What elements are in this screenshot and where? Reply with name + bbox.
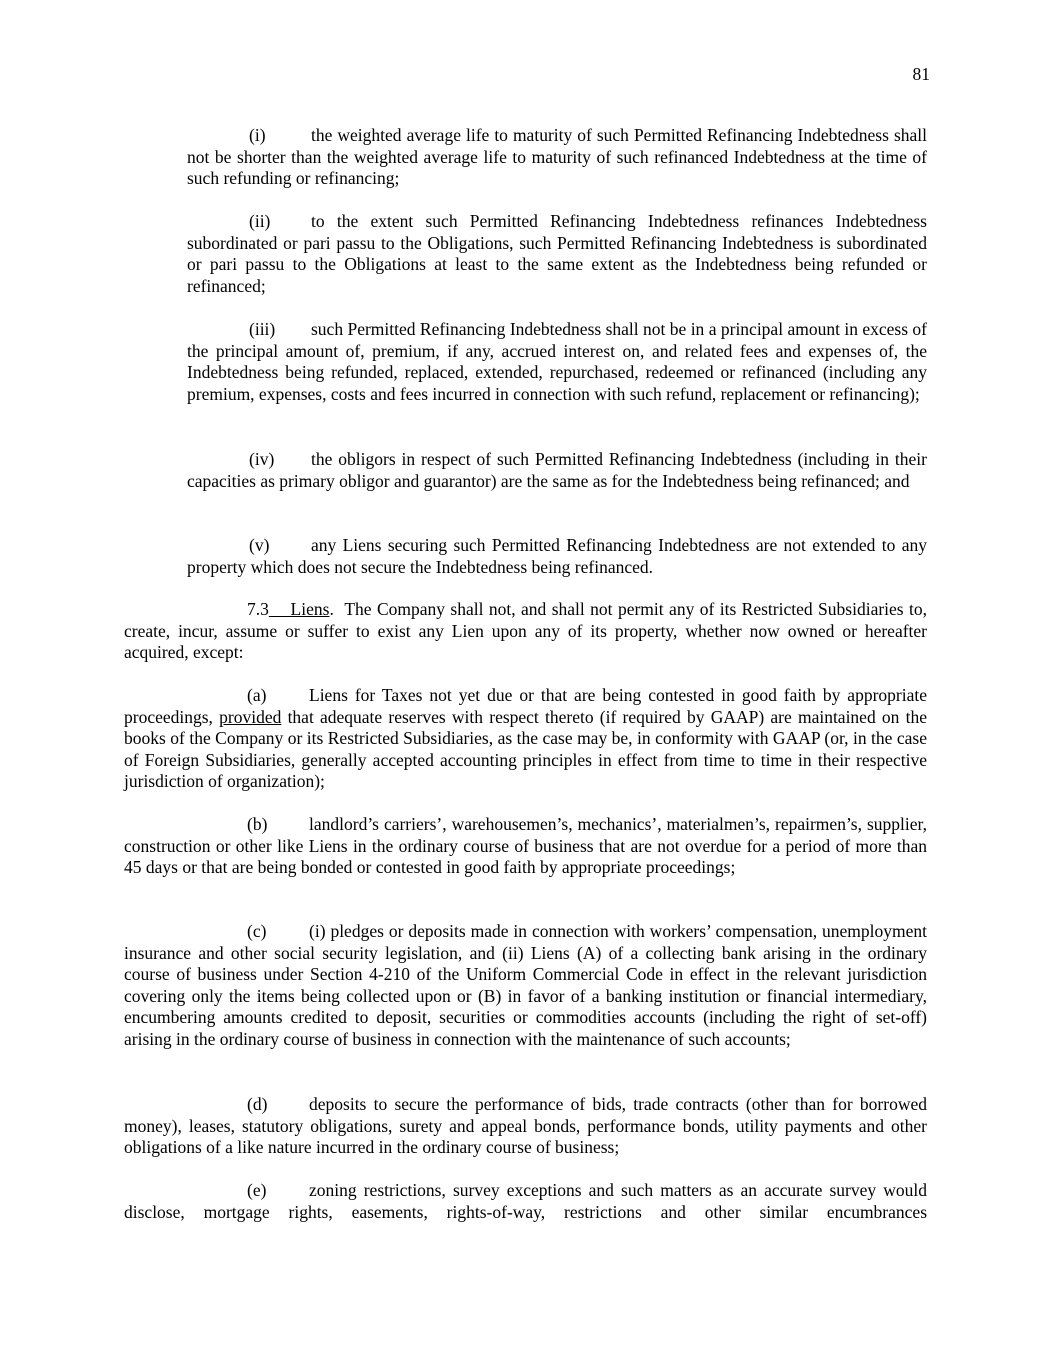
clause-label: (v)	[249, 535, 270, 555]
clause-text: such Permitted Refinancing Indebtedness shall not be in a principal amount in excess of the principal amount of, premium, if any, accrued interest on, and related fees and expenses of, the Indebtedness being refunded, replaced, extended, repurchased, redeemed or refinanced (including any premium, expenses, costs and fees incurred in connection with such refund, replacement or refinancing);	[187, 319, 927, 404]
item-label: (e)	[247, 1180, 267, 1200]
section-title: Liens	[290, 599, 330, 619]
clause-text: any Liens securing such Permitted Refinancing Indebtedness are not extended to any property which does not secure the Indebtedness being refinanced.	[187, 535, 927, 577]
item-text: Liens for Taxes not yet due or that are being contested in good faith by appropriate proceedings,	[124, 685, 927, 727]
section-7-3	[124, 599, 932, 664]
section-gap	[269, 599, 291, 619]
clause-i	[187, 125, 927, 190]
item-label: (d)	[247, 1094, 268, 1114]
clause-text: the weighted average life to maturity of such Permitted Refinancing Indebtedness shall not be shorter than the weighted average life to maturity of such refinanced Indebtedness at the time of such refunding or refinancing;	[187, 125, 927, 189]
item-text: that adequate reserves with respect thereto (if required by GAAP) are maintained on the books of the Company or its Restricted Subsidiaries, as the case may be, in conformity with GAAP (or, in the case of Foreign Subsidiaries, generally accepted accounting principles in effect from time to time in their respective jurisdiction of organization);	[124, 706, 927, 792]
item-c	[124, 921, 927, 1051]
section-text: The Company shall not, and shall not permit any of its Restricted Subsidiaries to, create, incur, assume or suffer to exist any Lien upon any of its property, whether now owned or hereafter acquired, except:	[124, 599, 932, 663]
page-number: 81	[912, 64, 930, 84]
item-label: (c)	[247, 921, 267, 941]
clause-iv	[187, 449, 927, 492]
provided-underlined: provided	[219, 706, 282, 727]
clause-ii	[187, 211, 927, 297]
clause-iii	[187, 319, 927, 405]
item-text: zoning restrictions, survey exceptions and such matters as an accurate survey would disclose, mortgage rights, easements, rights-of-way, restrictions and other similar encumbrances	[124, 1180, 927, 1222]
item-text: (i) pledges or deposits made in connection with workers’ compensation, unemployment insurance and other social security legislation, and (ii) Liens (A) of a collecting bank arising in the ordinary course of business under Section 4-210 of the Uniform Commercial Code in effect in the relevant jurisdiction covering only the items being collected upon or (B) in favor of a banking institution or financial intermediary, encumbering amounts credited to deposit, securities or commodities accounts (including the right of set-off) arising in the ordinary course of business in connection with the maintenance of such accounts;	[124, 921, 927, 1049]
item-text: landlord’s carriers’, warehousemen’s, mechanics’, materialmen’s, repairmen’s, supplier, construction or other like Liens in the ordinary course of business that are not overdue for a period of more than 45 days or that are being bonded or contested in good faith by appropriate proceedings;	[124, 814, 927, 878]
clause-label: (iii)	[249, 319, 276, 339]
clause-label: (ii)	[249, 211, 271, 231]
item-a	[124, 685, 927, 793]
clause-label: (iv)	[249, 449, 275, 469]
item-b	[124, 814, 927, 879]
section-title-end: .	[329, 599, 334, 619]
clause-text: the obligors in respect of such Permitted Refinancing Indebtedness (including in their capacities as primary obligor and guarantor) are the same as for the Indebtedness being refinanced; and	[187, 449, 927, 491]
clause-text: to the extent such Permitted Refinancing Indebtedness refinances Indebtedness subordinated or pari passu to the Obligations, such Permitted Refinancing Indebtedness is subordinated or pari passu to the Obligations at least to the same extent as the Indebtedness being refunded or refinanced;	[187, 211, 927, 296]
section-number: 7.3	[247, 599, 269, 619]
item-d	[124, 1094, 927, 1159]
item-label: (a)	[247, 685, 267, 705]
item-label: (b)	[247, 814, 268, 834]
clause-label: (i)	[249, 125, 266, 145]
item-text: deposits to secure the performance of bids, trade contracts (other than for borrowed money), leases, statutory obligations, surety and appeal bonds, performance bonds, utility payments and other obligations of a like nature incurred in the ordinary course of business;	[124, 1094, 927, 1158]
clause-v	[187, 535, 927, 578]
item-e	[124, 1180, 927, 1223]
